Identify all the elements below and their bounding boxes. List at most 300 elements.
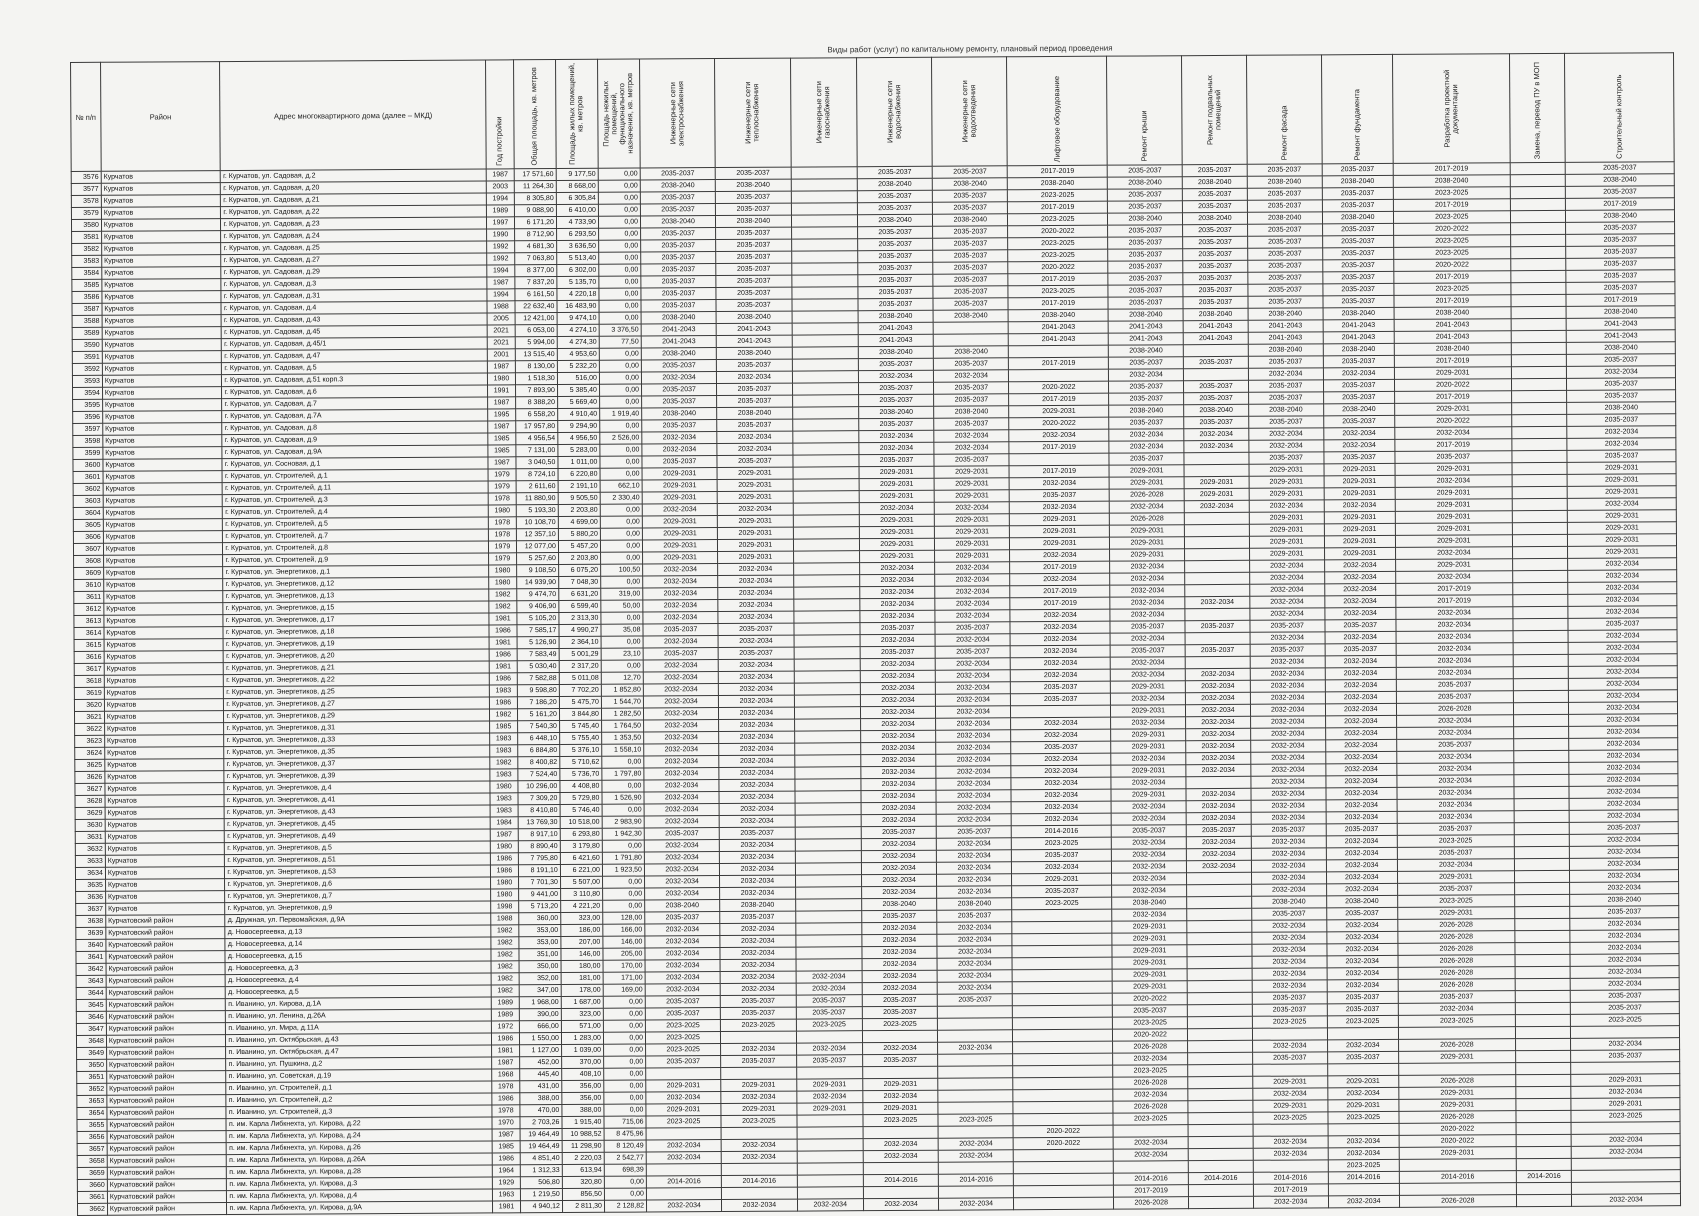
table-cell: 1 544,70: [601, 696, 643, 708]
column-header-label: Адрес многоквартирного дома (далее – МКД): [273, 110, 433, 121]
table-cell: 2032-2034: [936, 802, 1011, 814]
table-cell: 2035-2037: [858, 262, 933, 274]
table-cell: 5 257,60: [516, 553, 558, 565]
table-cell: 2021: [487, 337, 515, 349]
table-cell: 0,00: [601, 612, 643, 624]
table-cell: 350,00: [519, 961, 561, 973]
table-cell: 1987: [488, 457, 516, 469]
table-cell: 1989: [487, 205, 515, 217]
table-cell: [1516, 1146, 1571, 1158]
table-cell: 2032-2034: [938, 1150, 1013, 1162]
table-cell: 2032-2034: [936, 706, 1011, 718]
table-cell: 2038-2040: [1112, 897, 1187, 909]
table-cell: 1 550,00: [519, 1033, 561, 1045]
table-cell: 6 220,80: [558, 468, 600, 480]
table-cell: 2032-2034: [644, 768, 719, 780]
table-cell: 186,00: [561, 924, 603, 936]
table-cell: 2032-2034: [717, 431, 792, 443]
table-cell: 2032-2034: [1011, 657, 1111, 670]
table-cell: 2035-2037: [1185, 620, 1249, 632]
table-cell: 12 357,10: [516, 529, 558, 541]
table-cell: [1571, 1122, 1680, 1135]
table-cell: 2032-2034: [1328, 1087, 1399, 1099]
table-cell: 2035-2037: [862, 1006, 937, 1018]
table-cell: [1514, 762, 1569, 774]
table-cell: 2014-2016: [1012, 825, 1112, 838]
table-cell: 2032-2034: [1568, 498, 1677, 511]
column-header-label: Инженерные сети теплоснабжения: [743, 81, 761, 145]
table-cell: 5 126,90: [517, 637, 559, 649]
table-cell: 2032-2034: [934, 442, 1009, 454]
table-cell: 2038-2040: [1323, 307, 1394, 319]
table-cell: 5 385,40: [557, 384, 599, 396]
table-cell: 2038-2040: [858, 346, 933, 358]
table-cell: 2032-2034: [1187, 860, 1251, 872]
table-cell: [1512, 402, 1567, 414]
table-cell: 2029-2031: [1398, 1087, 1515, 1100]
table-cell: [1253, 1160, 1328, 1172]
table-cell: 2023-2025: [938, 1114, 1013, 1126]
table-cell: 2035-2037: [1327, 1051, 1398, 1063]
table-cell: 1 797,80: [602, 768, 644, 780]
table-cell: 3631: [75, 831, 105, 843]
table-cell: д. Дружная, ул. Первомайская, д.9А: [225, 913, 491, 927]
table-cell: 2035-2037: [1325, 619, 1396, 631]
table-cell: [1188, 1112, 1252, 1124]
table-cell: 0,00: [602, 780, 644, 792]
table-cell: 9 108,50: [516, 565, 558, 577]
table-cell: Курчатов: [102, 303, 222, 316]
table-cell: 2032-2034: [1250, 632, 1325, 644]
table-cell: 35,08: [601, 624, 643, 636]
table-cell: Курчатов: [102, 363, 222, 376]
table-cell: 2035-2037: [1396, 739, 1513, 752]
table-cell: 2026-2028: [1398, 955, 1515, 968]
table-cell: 2032-2034: [643, 588, 718, 600]
table-cell: 2032-2034: [1186, 740, 1250, 752]
table-cell: 2017-2019: [1008, 297, 1108, 310]
table-cell: 2032-2034: [1186, 812, 1250, 824]
table-cell: [1516, 1038, 1571, 1050]
table-cell: 2 983,90: [602, 816, 644, 828]
table-cell: 8 724,10: [516, 469, 558, 481]
table-cell: 2029-2031: [1249, 536, 1324, 548]
table-cell: [794, 635, 860, 647]
table-cell: 2038-2040: [1322, 175, 1393, 187]
table-cell: 2032-2034: [718, 575, 793, 587]
table-cell: 2035-2037: [1322, 235, 1393, 247]
table-cell: 2035-2037: [857, 166, 932, 178]
table-cell: 2035-2037: [1184, 380, 1248, 392]
table-cell: 2032-2034: [1572, 1146, 1681, 1159]
table-cell: Курчатов: [103, 459, 223, 472]
table-cell: 7 795,80: [518, 853, 560, 865]
table-cell: 3648: [76, 1035, 106, 1047]
table-cell: [791, 251, 857, 263]
table-cell: [1515, 918, 1570, 930]
table-cell: 2035-2037: [1322, 187, 1393, 199]
table-cell: 2032-2034: [1251, 872, 1326, 884]
table-cell: 2029-2031: [1399, 1099, 1516, 1112]
table-cell: 2032-2034: [1108, 369, 1183, 381]
table-cell: [1184, 368, 1248, 380]
table-cell: 2032-2034: [1010, 501, 1110, 514]
table-cell: 2035-2037: [1397, 883, 1514, 896]
table-cell: 0,00: [601, 576, 643, 588]
table-cell: 2029-2031: [1568, 546, 1677, 559]
table-cell: 2038-2040: [1184, 404, 1248, 416]
table-cell: 2023-2025: [1113, 1113, 1188, 1125]
table-cell: 2032-2034: [719, 695, 794, 707]
table-cell: г. Курчатов, ул. Энергетиков, д.41: [224, 793, 490, 807]
table-cell: Курчатов: [104, 639, 224, 652]
table-cell: 2035-2037: [1247, 236, 1322, 248]
table-cell: [1515, 906, 1570, 918]
table-cell: 2035-2037: [857, 190, 932, 202]
table-cell: 2032-2034: [936, 730, 1011, 742]
table-cell: 7 063,80: [514, 253, 556, 265]
table-cell: 3626: [75, 771, 105, 783]
table-cell: [863, 1186, 938, 1198]
table-cell: 2029-2031: [859, 466, 934, 478]
table-cell: г. Курчатов, ул. Садовая, д.45: [222, 325, 488, 339]
table-cell: 2035-2037: [715, 167, 790, 179]
table-cell: 1982: [491, 925, 519, 937]
table-cell: 2032-2034: [1328, 1195, 1399, 1207]
table-cell: 2035-2037: [932, 166, 1007, 178]
table-cell: 2041-2043: [1248, 332, 1323, 344]
table-cell: 2032-2034: [1111, 837, 1186, 849]
table-cell: 2032-2034: [1569, 738, 1678, 751]
table-cell: 2032-2034: [1395, 547, 1512, 560]
table-cell: 2035-2037: [642, 456, 717, 468]
table-cell: 0,00: [598, 216, 640, 228]
table-cell: [938, 1030, 1013, 1042]
table-cell: [1511, 378, 1566, 390]
table-cell: 2017-2019: [1008, 201, 1108, 214]
table-cell: 2035-2037: [644, 828, 719, 840]
table-cell: 2035-2037: [934, 418, 1009, 430]
table-cell: 2035-2037: [933, 190, 1008, 202]
table-cell: г. Курчатов, ул. Энергетиков, д.45: [225, 817, 491, 831]
table-cell: 2032-2034: [1110, 585, 1185, 597]
table-cell: 2032-2034: [1324, 427, 1395, 439]
table-cell: 8 305,80: [514, 193, 556, 205]
table-cell: 2029-2031: [717, 479, 792, 491]
table-cell: 3624: [75, 747, 105, 759]
table-cell: п. им. Карла Либкнехта, ул. Кирова, д.4: [227, 1189, 493, 1203]
table-cell: [791, 227, 857, 239]
table-cell: [1014, 1197, 1114, 1210]
table-cell: 2038-2040: [1567, 402, 1676, 415]
table-cell: [1513, 702, 1568, 714]
table-cell: 3599: [73, 447, 103, 459]
table-cell: 2032-2034: [717, 443, 792, 455]
table-cell: 2032-2034: [1397, 787, 1514, 800]
table-cell: 2032-2034: [862, 946, 937, 958]
table-cell: 2032-2034: [938, 1042, 1013, 1054]
table-cell: 2032-2034: [1010, 477, 1110, 490]
table-cell: 2032-2034: [861, 802, 936, 814]
table-cell: 2041-2043: [1108, 333, 1183, 345]
table-cell: 0,00: [598, 168, 640, 180]
table-cell: 6 221,00: [560, 864, 602, 876]
column-header-8: [715, 58, 791, 167]
table-cell: 2032-2034: [1011, 645, 1111, 658]
table-cell: 3616: [74, 651, 104, 663]
table-cell: 6 421,60: [560, 852, 602, 864]
table-cell: 2035-2037: [861, 826, 936, 838]
table-cell: [794, 695, 860, 707]
table-cell: 2032-2034: [721, 1139, 796, 1151]
table-cell: Курчатов: [105, 783, 225, 796]
table-cell: 1979: [489, 541, 517, 553]
table-cell: [795, 851, 861, 863]
table-cell: 2041-2043: [1567, 330, 1676, 343]
table-cell: Курчатов: [104, 627, 224, 640]
table-cell: 0,00: [604, 1176, 646, 1188]
table-cell: 2032-2034: [1568, 606, 1677, 619]
table-cell: 3621: [74, 711, 104, 723]
table-cell: д. Новосергеевка, д.13: [225, 925, 491, 939]
table-cell: 2032-2034: [641, 372, 716, 384]
table-cell: 0,00: [598, 228, 640, 240]
table-cell: 2038-2040: [641, 348, 716, 360]
table-cell: 2038-2040: [1108, 213, 1183, 225]
table-cell: [1511, 270, 1566, 282]
table-cell: 3640: [76, 939, 106, 951]
table-cell: 3662: [77, 1203, 107, 1215]
table-cell: 2035-2037: [862, 910, 937, 922]
table-cell: 2032-2034: [860, 574, 935, 586]
table-cell: 2032-2034: [936, 766, 1011, 778]
table-cell: 3647: [76, 1023, 106, 1035]
table-cell: 2032-2034: [718, 563, 793, 575]
table-cell: 3 040,50: [516, 457, 558, 469]
table-cell: 2035-2037: [716, 275, 791, 287]
capital-repair-table: [70, 52, 1681, 1216]
table-cell: 2032-2034: [1325, 607, 1396, 619]
table-cell: 2026-2028: [1109, 489, 1184, 501]
table-cell: г. Курчатов, ул. Строителей, д.1: [222, 469, 488, 483]
table-cell: 2032-2034: [860, 634, 935, 646]
table-cell: 2035-2037: [1183, 224, 1247, 236]
table-cell: 2032-2034: [1396, 715, 1513, 728]
table-cell: [1510, 162, 1565, 174]
table-cell: 2032-2034: [937, 862, 1012, 874]
table-cell: 171,00: [603, 972, 645, 984]
table-cell: Курчатовский район: [107, 1083, 227, 1096]
table-cell: 5 135,70: [557, 276, 599, 288]
table-cell: 2032-2034: [1250, 752, 1325, 764]
table-cell: 2029-2031: [1110, 549, 1185, 561]
table-cell: 2035-2037: [1183, 188, 1247, 200]
table-cell: 2032-2034: [1252, 1040, 1327, 1052]
table-cell: 3623: [75, 735, 105, 747]
table-cell: 2032-2034: [643, 600, 718, 612]
table-cell: 3629: [75, 807, 105, 819]
table-cell: 2029-2031: [721, 1103, 796, 1115]
table-cell: 6 075,20: [558, 564, 600, 576]
table-cell: 1980: [490, 781, 518, 793]
table-cell: 0,00: [602, 888, 644, 900]
table-cell: 2026-2028: [1396, 703, 1513, 716]
table-cell: [795, 947, 861, 959]
table-cell: 2029-2031: [1567, 486, 1676, 499]
table-cell: 3578: [71, 195, 101, 207]
table-cell: 0,00: [599, 312, 641, 324]
table-cell: 2035-2037: [641, 360, 716, 372]
table-cell: 2029-2031: [935, 526, 1010, 538]
table-cell: 7 186,20: [517, 697, 559, 709]
table-cell: 2029-2031: [1324, 463, 1395, 475]
table-cell: [1013, 1017, 1113, 1030]
table-cell: Курчатов: [104, 651, 224, 664]
table-cell: 2035-2037: [717, 395, 792, 407]
table-cell: 2029-2031: [1249, 548, 1324, 560]
table-cell: 2035-2037: [1011, 693, 1111, 706]
table-cell: 2032-2034: [1326, 799, 1397, 811]
table-cell: [1512, 498, 1567, 510]
table-cell: Курчатовский район: [107, 1143, 227, 1156]
table-cell: 3652: [77, 1083, 107, 1095]
table-cell: 2035-2037: [642, 420, 717, 432]
table-cell: 2032-2034: [1250, 776, 1325, 788]
table-cell: [1514, 858, 1569, 870]
table-cell: 2032-2034: [1326, 871, 1397, 883]
table-cell: 2038-2040: [1566, 210, 1675, 223]
table-cell: 2032-2034: [1186, 704, 1250, 716]
table-cell: 2035-2037: [1248, 356, 1323, 368]
table-cell: 698,39: [604, 1164, 646, 1176]
table-cell: 2032-2034: [1570, 882, 1679, 895]
table-cell: 2029-2031: [1249, 524, 1324, 536]
column-header-14: [1182, 55, 1247, 164]
table-cell: [1188, 1016, 1252, 1028]
table-cell: 2023-2025: [1397, 895, 1514, 908]
table-cell: 0,00: [599, 372, 641, 384]
table-cell: 2032-2034: [935, 610, 1010, 622]
table-cell: 2026-2028: [1399, 1111, 1516, 1124]
table-cell: [1189, 1184, 1253, 1196]
table-cell: Курчатовский район: [106, 963, 226, 976]
table-cell: 2020-2022: [1399, 1135, 1516, 1148]
table-cell: [793, 527, 859, 539]
table-cell: [863, 1162, 938, 1174]
table-cell: 2020-2022: [1394, 379, 1511, 392]
table-cell: 1978: [488, 517, 516, 529]
table-cell: 2032-2034: [1248, 440, 1323, 452]
table-cell: 2038-2040: [862, 898, 937, 910]
table-cell: 2032-2034: [936, 790, 1011, 802]
table-cell: 2035-2037: [716, 239, 791, 251]
table-cell: 2041-2043: [641, 324, 716, 336]
table-cell: 2041-2043: [1009, 321, 1109, 334]
table-cell: 2035-2037: [719, 827, 794, 839]
table-cell: 470,00: [520, 1105, 562, 1117]
table-cell: 2035-2037: [645, 996, 720, 1008]
table-cell: 2032-2034: [1111, 849, 1186, 861]
table-cell: 2029-2031: [935, 538, 1010, 550]
table-cell: 2038-2040: [1248, 404, 1323, 416]
table-cell: [795, 935, 861, 947]
table-cell: 2038-2040: [1323, 403, 1394, 415]
table-cell: г. Курчатов, ул. Энергетиков, д.18: [223, 625, 489, 639]
table-cell: 1 919,40: [600, 408, 642, 420]
table-cell: 2032-2034: [1327, 979, 1398, 991]
table-cell: 19 464,49: [520, 1141, 562, 1153]
table-cell: 2041-2043: [1394, 319, 1511, 332]
table-cell: 2032-2034: [1249, 572, 1324, 584]
table-cell: 2029-2031: [1567, 474, 1676, 487]
table-cell: 1982: [489, 589, 517, 601]
table-cell: [938, 1102, 1013, 1114]
table-cell: 2023-2025: [1393, 187, 1510, 200]
table-cell: 2038-2040: [933, 346, 1008, 358]
table-cell: [1187, 932, 1251, 944]
table-cell: 2038-2040: [1322, 211, 1393, 223]
table-cell: 2029-2031: [1395, 559, 1512, 572]
table-cell: 2032-2034: [1328, 1147, 1399, 1159]
table-cell: 2032-2034: [646, 1152, 721, 1164]
table-cell: 1982: [490, 757, 518, 769]
table-cell: 2035-2037: [1109, 381, 1184, 393]
table-cell: Курчатов: [105, 759, 225, 772]
table-cell: 2035-2037: [1323, 295, 1394, 307]
table-cell: 1 039,00: [561, 1044, 603, 1056]
table-cell: 12 077,00: [516, 541, 558, 553]
table-cell: 2032-2034: [860, 670, 935, 682]
table-cell: г. Курчатов, ул. Энергетиков, д.6: [225, 877, 491, 891]
table-cell: 2035-2037: [796, 1055, 862, 1067]
table-cell: 2 526,00: [600, 432, 642, 444]
table-cell: 2029-2031: [1109, 477, 1184, 489]
table-cell: 2014-2016: [1253, 1172, 1328, 1184]
table-cell: 2035-2037: [1323, 379, 1394, 391]
table-cell: 2032-2034: [1397, 859, 1514, 872]
table-cell: 5 507,00: [560, 876, 602, 888]
table-cell: [1515, 1026, 1570, 1038]
table-cell: 77,50: [599, 336, 641, 348]
table-cell: 2026-2028: [1398, 931, 1515, 944]
table-cell: 9 441,00: [518, 889, 560, 901]
table-cell: 2 220,03: [562, 1152, 604, 1164]
table-cell: 2032-2034: [1010, 549, 1110, 562]
table-cell: 1986: [492, 1033, 520, 1045]
table-cell: [1185, 560, 1249, 572]
table-cell: 17 571,60: [514, 169, 556, 181]
table-cell: г. Курчатов, ул. Садовая, д.9: [222, 433, 488, 447]
table-cell: 2038-2040: [715, 179, 790, 191]
table-cell: 1983: [490, 769, 518, 781]
table-cell: 2032-2034: [937, 850, 1012, 862]
table-cell: [1328, 1123, 1399, 1135]
table-cell: 2026-2028: [1114, 1197, 1189, 1209]
table-cell: 2032-2034: [796, 971, 862, 983]
table-cell: 2032-2034: [1396, 607, 1513, 620]
table-cell: 3613: [74, 615, 104, 627]
table-cell: 2038-2040: [717, 347, 792, 359]
table-cell: 2026-2028: [1399, 1195, 1516, 1208]
table-cell: 2035-2037: [641, 300, 716, 312]
table-cell: 2029-2031: [718, 527, 793, 539]
table-cell: 3 110,80: [560, 888, 602, 900]
table-cell: [794, 767, 860, 779]
table-cell: 2029-2031: [646, 1080, 721, 1092]
table-cell: [1185, 524, 1249, 536]
table-cell: 1989: [491, 997, 519, 1009]
table-cell: [1399, 1183, 1516, 1196]
